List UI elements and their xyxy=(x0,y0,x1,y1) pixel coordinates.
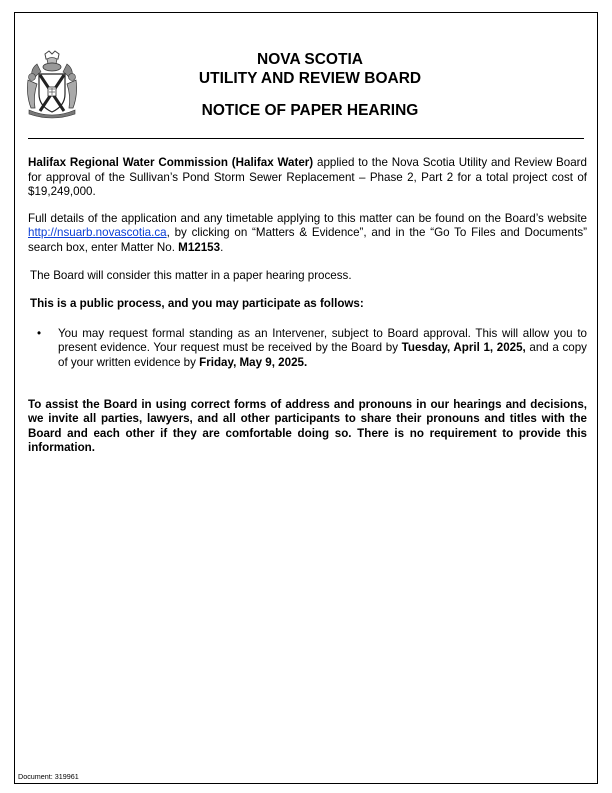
notice-title: NOTICE OF PAPER HEARING xyxy=(201,102,419,119)
header-divider xyxy=(28,138,584,139)
details-text-a: Full details of the application and any timetable applying to this matter can be found on the Board’s website xyxy=(28,211,587,225)
board-title: UTILITY AND REVIEW BOARD xyxy=(198,70,422,87)
notice-body xyxy=(28,156,587,456)
matter-number: M12153 xyxy=(178,240,221,254)
participation-heading: This is a public process, and you may participate as follows: xyxy=(30,297,364,311)
coat-of-arms-icon xyxy=(25,50,79,122)
intervener-list-item xyxy=(28,327,587,371)
application-text: applied to the Nova Scotia Utility and Review Board for approval of the Sullivan’s Pond Storm Sewer Replacement – Phase 2, Part 2 for a total project cost of $19,249,000. xyxy=(28,156,587,199)
intervener-text-a: You may request formal standing as an Intervener, subject to Board approval. This will allow you to present evidence. Your request must be received by the Board by xyxy=(58,326,587,355)
jurisdiction-title: NOVA SCOTIA xyxy=(257,51,363,68)
application-paragraph xyxy=(28,156,587,200)
details-text-c: . xyxy=(220,240,224,254)
details-paragraph xyxy=(28,212,587,256)
document-number: Document: 319961 xyxy=(18,772,79,781)
intervener-deadline: Tuesday, April 1, 2025, xyxy=(401,341,526,355)
bullet-marker: • xyxy=(37,326,42,340)
applicant-name: Halifax Regional Water Commission (Halifax Water) xyxy=(28,156,314,169)
pronouns-paragraph: To assist the Board in using correct forms of address and pronouns in our hearings and decisions, we invite all parties, lawyers, and all other participants to share their pronouns and titles with the Board and each other if they are comfortable doing so. There is no requirement to provide this information. xyxy=(28,397,587,455)
details-text-b: , by clicking on “Matters & Evidence”, and in the “Go To Files and Documents” search box, enter Matter No. xyxy=(28,226,587,254)
intervener-text-b: and a copy of your written evidence by xyxy=(58,341,587,369)
board-website-link[interactable]: http://nsuarb.novascotia.ca xyxy=(28,226,167,240)
notice-header xyxy=(90,50,530,120)
hearing-process-paragraph: The Board will consider this matter in a paper hearing process. xyxy=(30,268,352,282)
evidence-deadline: Friday, May 9, 2025. xyxy=(199,355,308,369)
